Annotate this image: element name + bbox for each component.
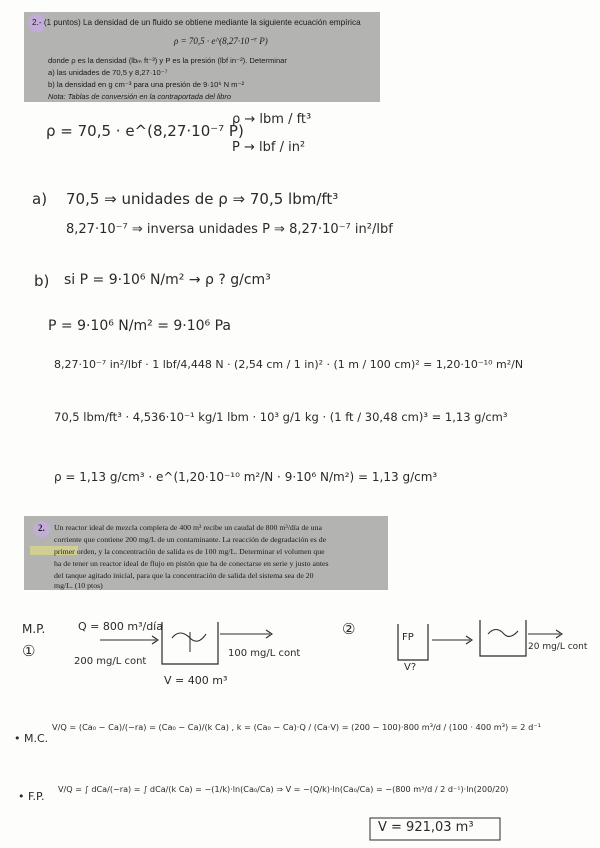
- rho-units: ρ → lbm / ft³: [232, 112, 312, 127]
- fp-volume: V?: [404, 662, 417, 673]
- part-b-line5: ρ = 1,13 g/cm³ · e^(1,20·10⁻¹⁰ m²/N · 9·10⁶ N/m²) = 1,13 g/cm³: [54, 470, 438, 484]
- part-a-label: a): [32, 190, 48, 208]
- problem1-item-b: b) la densidad en g cm⁻³ para una presión de 9·10⁶ N m⁻²: [48, 80, 245, 89]
- problem2-line1: Un reactor ideal de mezcla completa de 400 m³ recibe un caudal de 800 m³/día de una: [54, 523, 322, 532]
- outlet-conc: 100 mg/L cont: [228, 648, 301, 659]
- p-units: P → lbf / in²: [232, 140, 306, 155]
- fp-section-label: • F.P.: [18, 790, 45, 803]
- problem2-line3: primer orden, y la concentración de salida es de 100 mg/L. Determinar el volumen que: [54, 547, 325, 556]
- problem2-number: 2.: [38, 523, 45, 533]
- problem1-header: 2.- (1 puntos) La densidad de un fluido se obtiene mediante la siguiente ecuación empírica: [32, 18, 361, 27]
- mc-label: • M.C.: [14, 732, 49, 745]
- case1-number: ①: [22, 642, 36, 660]
- reactor1-volume: V = 400 m³: [164, 674, 228, 687]
- problem2-line6: mg/L. (10 ptos): [54, 581, 103, 590]
- problem2-line5: del tanque agitado inicial, para que la concentración de salida del sistema sea de 20: [54, 571, 314, 580]
- mp-label: M.P.: [22, 622, 46, 636]
- fp-equation: V/Q = ∫ dCa/(−ra) = ∫ dCa/(k Ca) = −(1/k)·ln(Ca₀/Ca) ⇒ V = −(Q/k)·ln(Ca₀/Ca) = −(800 m³/d / 2 d⁻¹)·ln(200/20): [58, 784, 509, 794]
- part-b-line2: P = 9·10⁶ N/m² = 9·10⁶ Pa: [48, 318, 232, 334]
- case2-number: ②: [342, 620, 356, 638]
- problem1-equation: ρ = 70,5 · e^(8,27·10⁻⁷ P): [174, 36, 268, 46]
- problem2-line4: ha de tener un reactor ideal de flujo en pistón que ha de conectarse en serie y justo antes: [54, 559, 329, 568]
- part-b-line3: 8,27·10⁻⁷ in²/lbf · 1 lbf/4,448 N · (2,54 cm / 1 in)² · (1 m / 100 cm)² = 1,20·10⁻¹⁰ m²/N: [54, 358, 524, 371]
- part-b-label: b): [34, 272, 50, 290]
- problem2-line2: corriente que contiene 200 mg/L de un contaminante. La reacción de degradación es de: [54, 535, 327, 544]
- part-a-line2: 8,27·10⁻⁷ ⇒ inversa unidades P ⇒ 8,27·10⁻⁷ in²/lbf: [66, 222, 393, 237]
- inlet-conc: 200 mg/L cont: [74, 656, 147, 667]
- fp-label: FP: [402, 632, 414, 643]
- mc-equation: V/Q = (Ca₀ − Ca)/(−ra) = (Ca₀ − Ca)/(k Ca) , k = (Ca₀ − Ca)·Q / (Ca·V) = (200 − 100)·800 m³/d / (100 · 400 m³) = 2 d⁻¹: [52, 722, 541, 732]
- final-result: V = 921,03 m³: [378, 820, 474, 835]
- problem1-note: Nota: Tablas de conversión en la contraportada del libro: [48, 92, 231, 101]
- flow-rate: Q = 800 m³/día: [78, 620, 163, 633]
- part-b-line4: 70,5 lbm/ft³ · 4,536·10⁻¹ kg/1 lbm · 10³ g/1 kg · (1 ft / 30,48 cm)³ = 1,13 g/cm³: [54, 410, 508, 424]
- part-a-line1: 70,5 ⇒ unidades de ρ ⇒ 70,5 lbm/ft³: [66, 190, 339, 208]
- part-b-line1: si P = 9·10⁶ N/m² → ρ ? g/cm³: [64, 272, 271, 288]
- problem1-item-a: a) las unidades de 70,5 y 8,27·10⁻⁷: [48, 68, 168, 77]
- solution1-equation: ρ = 70,5 · e^(8,27·10⁻⁷ P): [46, 122, 244, 140]
- outlet2-conc: 20 mg/L cont: [528, 642, 588, 652]
- problem1-line1: donde ρ es la densidad (lbₘ ft⁻³) y P es la presión (lbf in⁻²). Determinar: [48, 56, 287, 65]
